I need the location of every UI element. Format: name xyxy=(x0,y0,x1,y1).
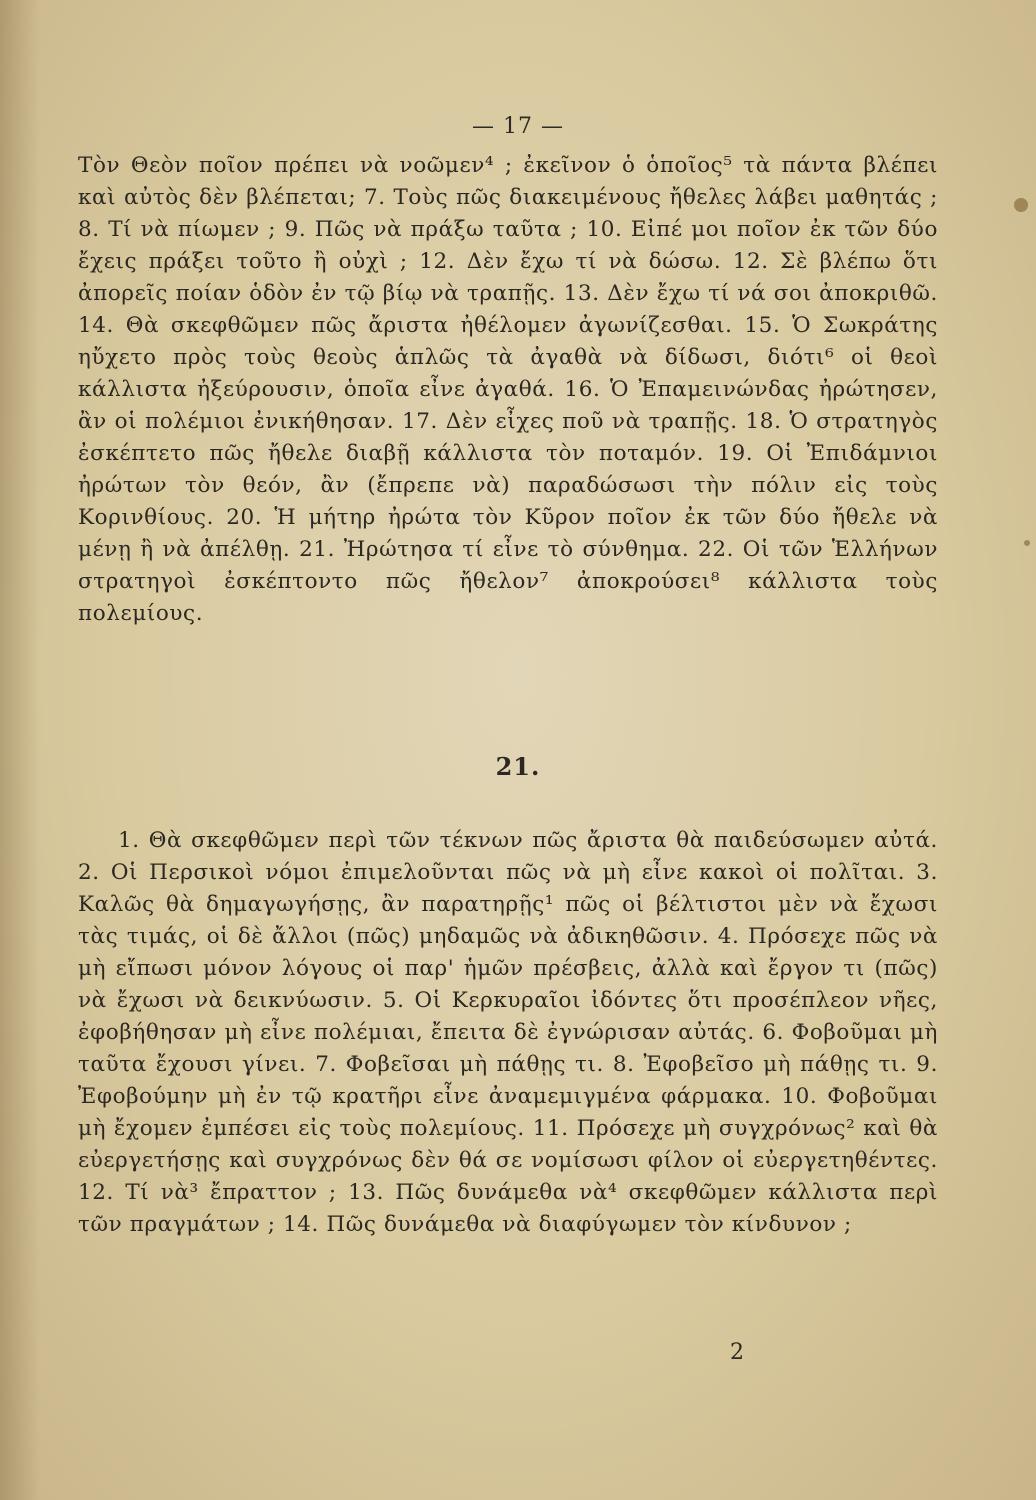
page-number: — 17 — xyxy=(472,114,564,139)
paragraph: 1. Θὰ σκεφθῶμεν περὶ τῶν τέκνων πῶς ἄριστα θὰ παιδεύσωμεν αὐτά. 2. Οἱ Περσικοὶ νόμοι ἐπιμελοῦνται πῶς νὰ μὴ εἶνε κακοὶ οἱ πολῖται. 3. Καλῶς θὰ δημαγωγήσῃς, ἂν παρατηρῇς¹ πῶς οἱ βέλτιστοι μὲν νὰ ἔχωσι τὰς τιμάς, οἱ δὲ ἄλλοι (πῶς) μηδαμῶς νὰ ἀδικηθῶσιν. 4. Πρόσεχε πῶς νὰ μὴ εἴπωσι μόνον λόγους οἱ παρ' ἡμῶν πρέσβεις, ἀλλὰ καὶ ἔργον τι (πῶς) νὰ ἔχωσι νὰ δεικνύωσιν. 5. Οἱ Κερκυραῖοι ἰδόντες ὅτι προσέπλεον νῆες, ἐφοβήθησαν μὴ εἶνε πολέμιαι, ἔπειτα δὲ ἐγνώρισαν αὐτάς. 6. Φοβοῦμαι μὴ ταῦτα ἔχουσι γίνει. 7. Φοβεῖσαι μὴ πάθῃς τι. 8. Ἐφοβεῖσο μὴ πάθῃς τι. 9. Ἐφοβούμην μὴ ἐν τῷ κρατῆρι εἶνε ἀναμεμιγμένα φάρμακα. 10. Φοβοῦμαι μὴ ἔχομεν ἐμπέσει εἰς τοὺς πολεμίους. 11. Πρόσεχε μὴ συγχρόνως² καὶ θὰ εὐεργετήσῃς καὶ συγχρόνως δὲν θά σε νομίσωσι φίλον οἱ εὐεργετηθέντες. 12. Τί νὰ³ ἔπραττον ; 13. Πῶς δυνάμεθα νὰ⁴ σκεφθῶμεν κάλλιστα περὶ τῶν πραγμάτων ; 14. Πῶς δυνάμεθα νὰ διαφύγωμεν τὸν κίνδυνον ; xyxy=(78,828,938,1237)
paragraph: Τὸν Θεὸν ποῖον πρέπει νὰ νοῶμεν⁴ ; ἐκεῖνον ὁ ὁποῖος⁵ τὰ πάντα βλέπει καὶ αὐτὸς δὲν βλέπεται; 7. Τοὺς πῶς διακειμένους ἤθελες λάβει μαθητάς ; 8. Τί νὰ πίωμεν ; 9. Πῶς νὰ πράξω ταῦτα ; 10. Εἰπέ μοι ποῖον ἐκ τῶν δύο ἔχεις πράξει τοῦτο ἢ οὐχὶ ; 12. Δὲν ἔχω τί νὰ δώσω. 12. Σὲ βλέπω ὅτι ἀπορεῖς ποίαν ὁδὸν ἐν τῷ βίῳ νὰ τραπῇς. 13. Δὲν ἔχω τί νά σοι ἀποκριθῶ. 14. Θὰ σκεφθῶμεν πῶς ἄριστα ἠθέλομεν ἀγωνίζεσθαι. 15. Ὁ Σωκράτης ηὔχετο πρὸς τοὺς θεοὺς ἁπλῶς τὰ ἀγαθὰ νὰ δίδωσι, διότι⁶ οἱ θεοὶ κάλλιστα ἠξεύρουσιν, ὁποῖα εἶνε ἀγαθά. 16. Ὁ Ἐπαμεινώνδας ἠρώτησεν, ἂν οἱ πολέμιοι ἐνικήθησαν. 17. Δὲν εἶχες ποῦ νὰ τραπῇς. 18. Ὁ στρατηγὸς ἐσκέπτετο πῶς ἤθελε διαβῇ κάλλιστα τὸν ποταμόν. 19. Οἱ Ἐπιδάμνιοι ἠρώτων τὸν θεόν, ἂν (ἔπρεπε νὰ) παραδώσωσι τὴν πόλιν εἰς τοὺς Κορινθίους. 20. Ἡ μήτηρ ἠρώτα τὸν Κῦρον ποῖον ἐκ τῶν δύο ἤθελε νὰ μένῃ ἢ νὰ ἀπέλθῃ. 21. Ἠρώτησα τί εἶνε τὸ σύνθημα. 22. Οἱ τῶν Ἑλλήνων στρατηγοὶ ἐσκέπτοντο πῶς ἤθελον⁷ ἀποκρούσει⁸ κάλλιστα τοὺς πολεμίους. xyxy=(78,153,938,626)
ink-smudge xyxy=(1014,198,1028,212)
section-heading: 21. xyxy=(495,752,541,781)
exercise-text-section-21 xyxy=(78,825,938,1241)
ink-smudge xyxy=(1024,540,1030,546)
signature-mark: 2 xyxy=(730,1340,744,1365)
page-fold-shadow xyxy=(0,0,40,1500)
exercise-text-continued xyxy=(78,150,938,630)
